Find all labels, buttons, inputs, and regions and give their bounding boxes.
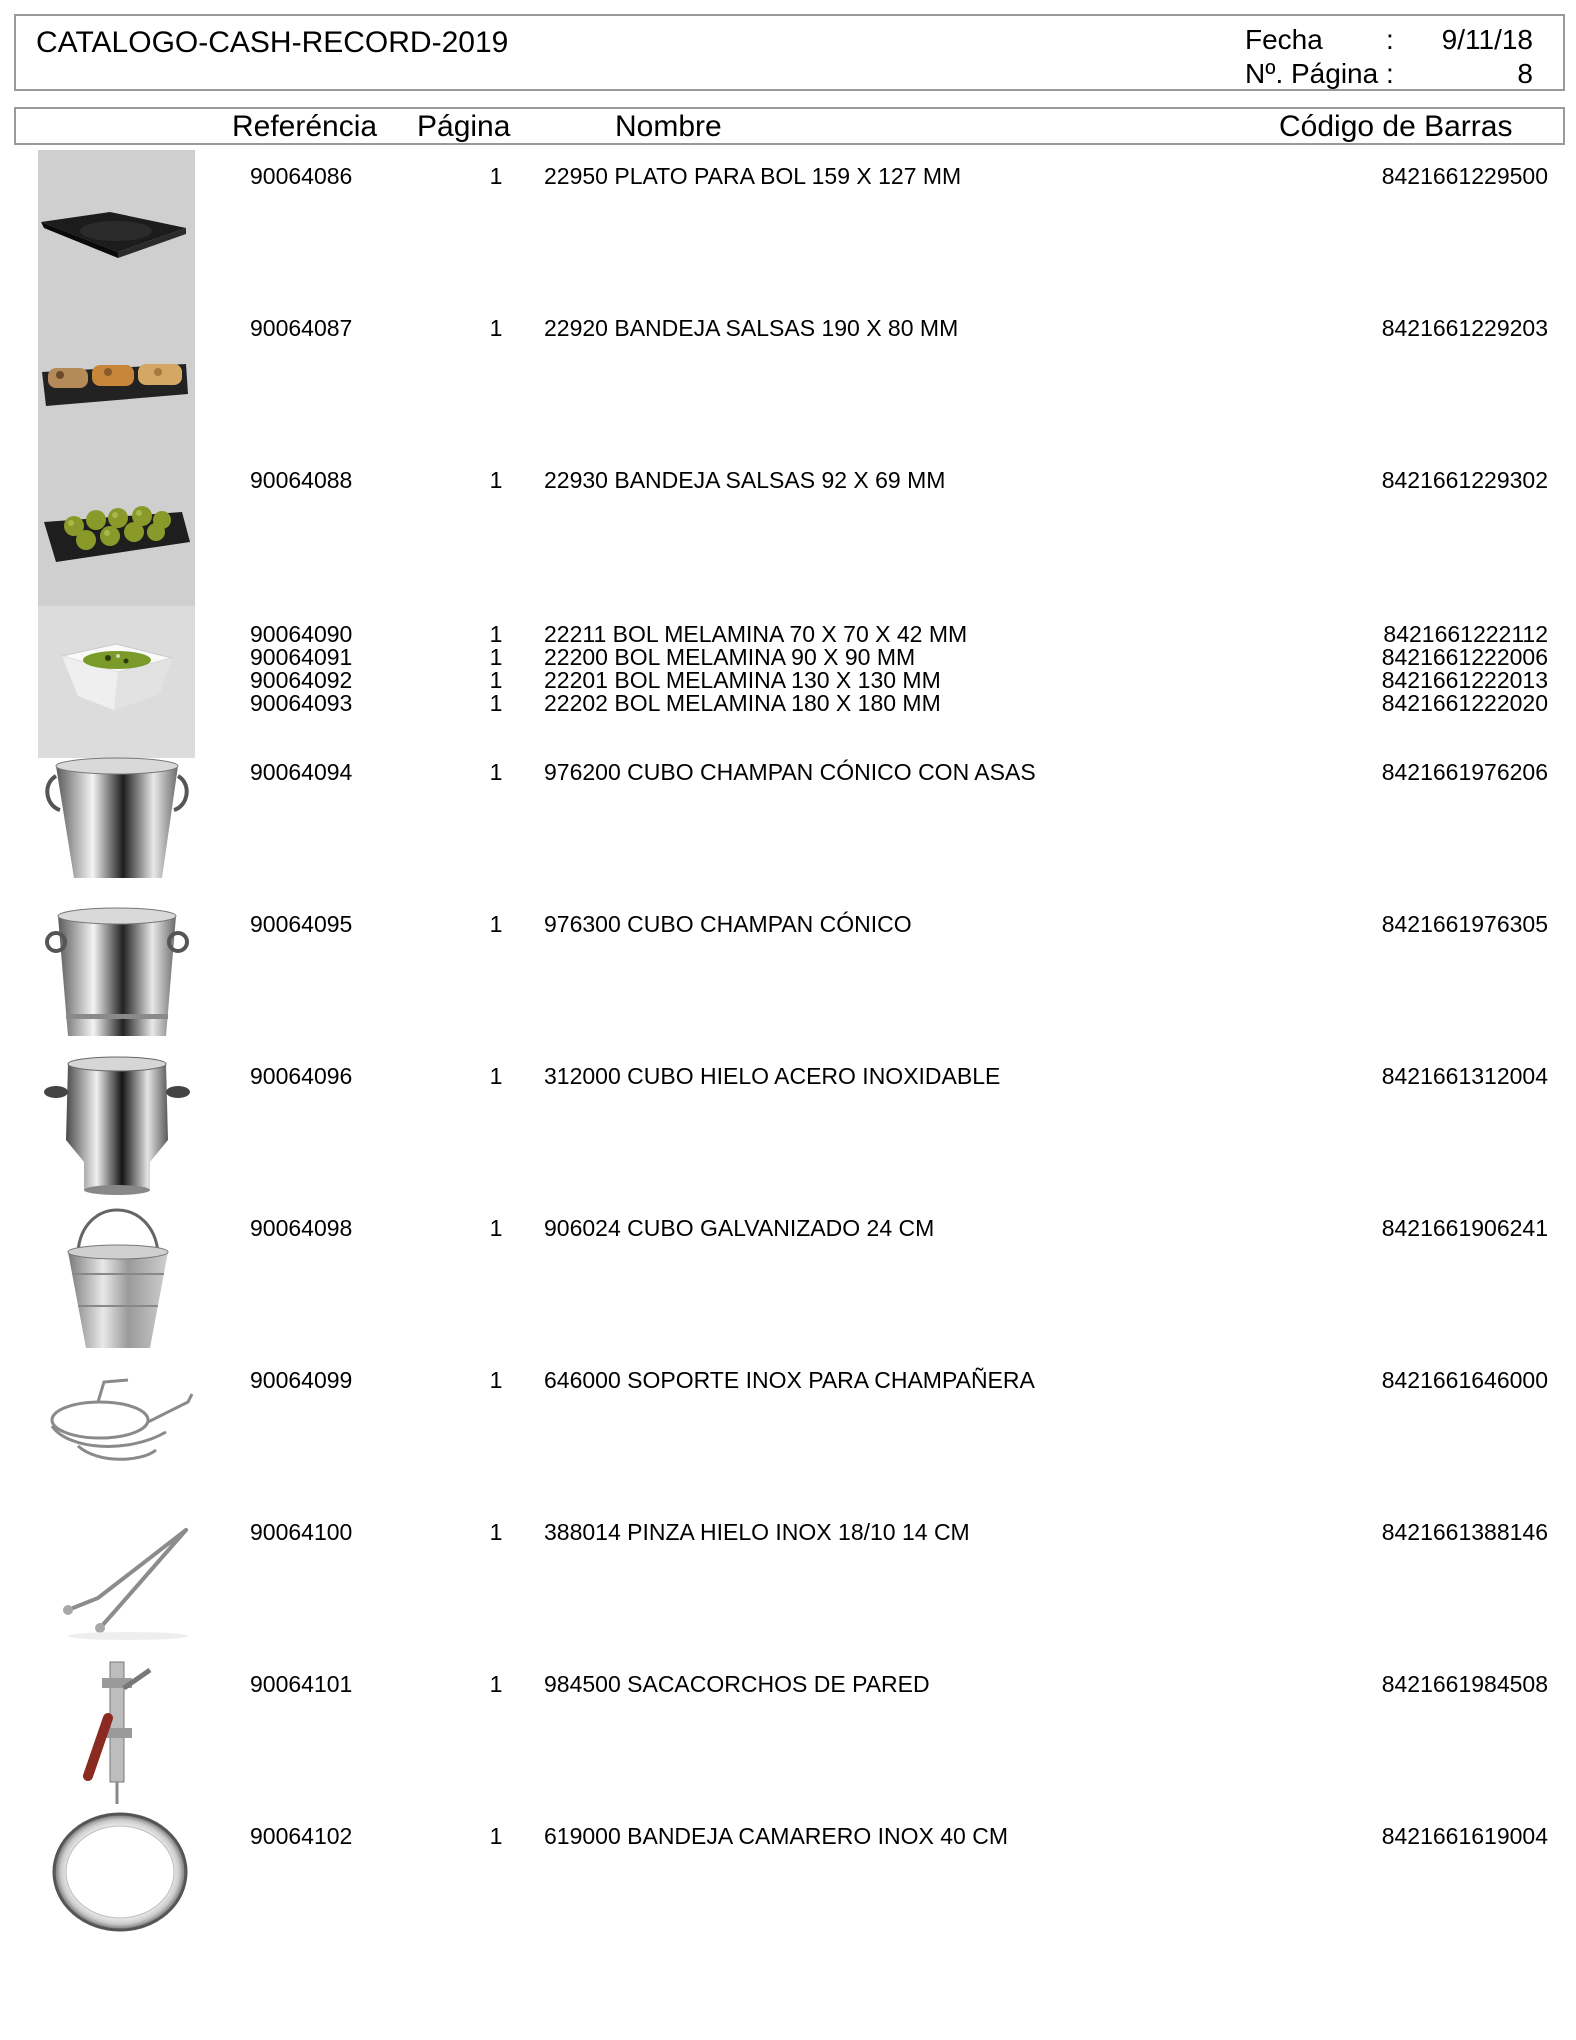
reference: 90064093 bbox=[250, 690, 353, 716]
product-row bbox=[0, 898, 1576, 1050]
product-line bbox=[0, 646, 1576, 669]
column-referencia: Referéncia bbox=[232, 110, 378, 143]
product-name: 22920 BANDEJA SALSAS 190 X 80 MM bbox=[544, 315, 959, 341]
reference: 90064099 bbox=[250, 1367, 353, 1393]
reference: 90064095 bbox=[250, 911, 353, 937]
fecha-value: 9/11/18 bbox=[1441, 24, 1533, 55]
product-name: 646000 SOPORTE INOX PARA CHAMPAÑERA bbox=[544, 1367, 1035, 1393]
product-name: 388014 PINZA HIELO INOX 18/10 14 CM bbox=[544, 1519, 970, 1545]
meta-values bbox=[1442, 23, 1533, 91]
reference: 90064090 bbox=[250, 621, 353, 647]
barcode: 8421661229500 bbox=[1381, 163, 1548, 189]
fecha-label: Fecha bbox=[1245, 24, 1323, 55]
page-number: 1 bbox=[489, 1823, 503, 1849]
page-number: 1 bbox=[489, 690, 503, 716]
barcode: 8421661646000 bbox=[1381, 1367, 1548, 1393]
reference: 90064101 bbox=[250, 1671, 353, 1697]
product-line bbox=[0, 1521, 1576, 1544]
barcode: 8421661222006 bbox=[1381, 644, 1548, 670]
product-line bbox=[0, 1217, 1576, 1240]
barcode: 8421661388146 bbox=[1381, 1519, 1548, 1545]
reference: 90064086 bbox=[250, 163, 353, 189]
page-number: 1 bbox=[489, 621, 503, 647]
product-line bbox=[0, 165, 1576, 188]
product-name: 22201 BOL MELAMINA 130 X 130 MM bbox=[544, 667, 941, 693]
product-line bbox=[0, 1825, 1576, 1848]
page-number: 1 bbox=[489, 467, 503, 493]
page-number: 1 bbox=[489, 315, 503, 341]
product-name: 22200 BOL MELAMINA 90 X 90 MM bbox=[544, 644, 916, 670]
reference: 90064091 bbox=[250, 644, 353, 670]
page-number: 1 bbox=[489, 759, 503, 785]
page-number: 1 bbox=[489, 1367, 503, 1393]
barcode: 8421661222112 bbox=[1383, 621, 1548, 647]
column-pagina: Página bbox=[417, 110, 511, 143]
reference: 90064094 bbox=[250, 759, 353, 785]
product-row bbox=[0, 746, 1576, 898]
page-number: 1 bbox=[489, 911, 503, 937]
barcode: 8421661222013 bbox=[1381, 667, 1548, 693]
product-name: 976300 CUBO CHAMPAN CÓNICO bbox=[544, 911, 912, 937]
product-line bbox=[0, 1065, 1576, 1088]
barcode: 8421661976206 bbox=[1381, 759, 1548, 785]
barcode: 8421661312004 bbox=[1381, 1063, 1548, 1089]
barcode: 8421661229203 bbox=[1381, 315, 1548, 341]
product-line bbox=[0, 317, 1576, 340]
product-row bbox=[0, 606, 1576, 758]
reference: 90064088 bbox=[250, 467, 353, 493]
product-line bbox=[0, 1673, 1576, 1696]
product-row bbox=[0, 1810, 1576, 1962]
barcode: 8421661906241 bbox=[1381, 1215, 1548, 1241]
page-number: 1 bbox=[489, 1519, 503, 1545]
product-line bbox=[0, 469, 1576, 492]
product-line bbox=[0, 623, 1576, 646]
product-name: 906024 CUBO GALVANIZADO 24 CM bbox=[544, 1215, 935, 1241]
page-number: 1 bbox=[489, 667, 503, 693]
reference: 90064087 bbox=[250, 315, 353, 341]
product-row bbox=[0, 1658, 1576, 1810]
page-number: 1 bbox=[489, 1215, 503, 1241]
product-name: 984500 SACACORCHOS DE PARED bbox=[544, 1671, 930, 1697]
reference: 90064102 bbox=[250, 1823, 353, 1849]
barcode: 8421661619004 bbox=[1381, 1823, 1548, 1849]
product-name: 22930 BANDEJA SALSAS 92 X 69 MM bbox=[544, 467, 946, 493]
barcode: 8421661229302 bbox=[1381, 467, 1548, 493]
product-line bbox=[0, 692, 1576, 715]
product-row bbox=[0, 1506, 1576, 1658]
product-name: 312000 CUBO HIELO ACERO INOXIDABLE bbox=[544, 1063, 1001, 1089]
barcode: 8421661222020 bbox=[1381, 690, 1548, 716]
product-line bbox=[0, 913, 1576, 936]
product-line bbox=[0, 1369, 1576, 1392]
page-header bbox=[14, 14, 1565, 91]
product-name: 22211 BOL MELAMINA 70 X 70 X 42 MM bbox=[544, 621, 968, 647]
pagina-label: Nº. Página : bbox=[1245, 58, 1394, 89]
product-line bbox=[0, 669, 1576, 692]
product-row bbox=[0, 1202, 1576, 1354]
column-codigo-barras: Código de Barras bbox=[1279, 110, 1513, 143]
document-title: CATALOGO-CASH-RECORD-2019 bbox=[36, 26, 509, 59]
product-row bbox=[0, 150, 1576, 302]
reference: 90064092 bbox=[250, 667, 353, 693]
product-name: 976200 CUBO CHAMPAN CÓNICO CON ASAS bbox=[544, 759, 1036, 785]
meta-labels bbox=[1245, 23, 1394, 91]
product-row bbox=[0, 1050, 1576, 1202]
product-name: 22202 BOL MELAMINA 180 X 180 MM bbox=[544, 690, 941, 716]
page-number: 1 bbox=[489, 644, 503, 670]
reference: 90064098 bbox=[250, 1215, 353, 1241]
reference: 90064096 bbox=[250, 1063, 353, 1089]
reference: 90064100 bbox=[250, 1519, 353, 1545]
page-number: 1 bbox=[489, 1063, 503, 1089]
column-header bbox=[14, 107, 1565, 145]
page-number: 1 bbox=[489, 163, 503, 189]
barcode: 8421661984508 bbox=[1381, 1671, 1548, 1697]
product-row bbox=[0, 1354, 1576, 1506]
pagina-value: 8 bbox=[1517, 58, 1533, 89]
product-name: 22950 PLATO PARA BOL 159 X 127 MM bbox=[544, 163, 962, 189]
fecha-colon: : bbox=[1386, 24, 1394, 55]
product-name: 619000 BANDEJA CAMARERO INOX 40 CM bbox=[544, 1823, 1008, 1849]
product-row bbox=[0, 302, 1576, 454]
product-row bbox=[0, 454, 1576, 606]
column-nombre: Nombre bbox=[615, 110, 722, 143]
product-line bbox=[0, 761, 1576, 784]
page-number: 1 bbox=[489, 1671, 503, 1697]
barcode: 8421661976305 bbox=[1381, 911, 1548, 937]
